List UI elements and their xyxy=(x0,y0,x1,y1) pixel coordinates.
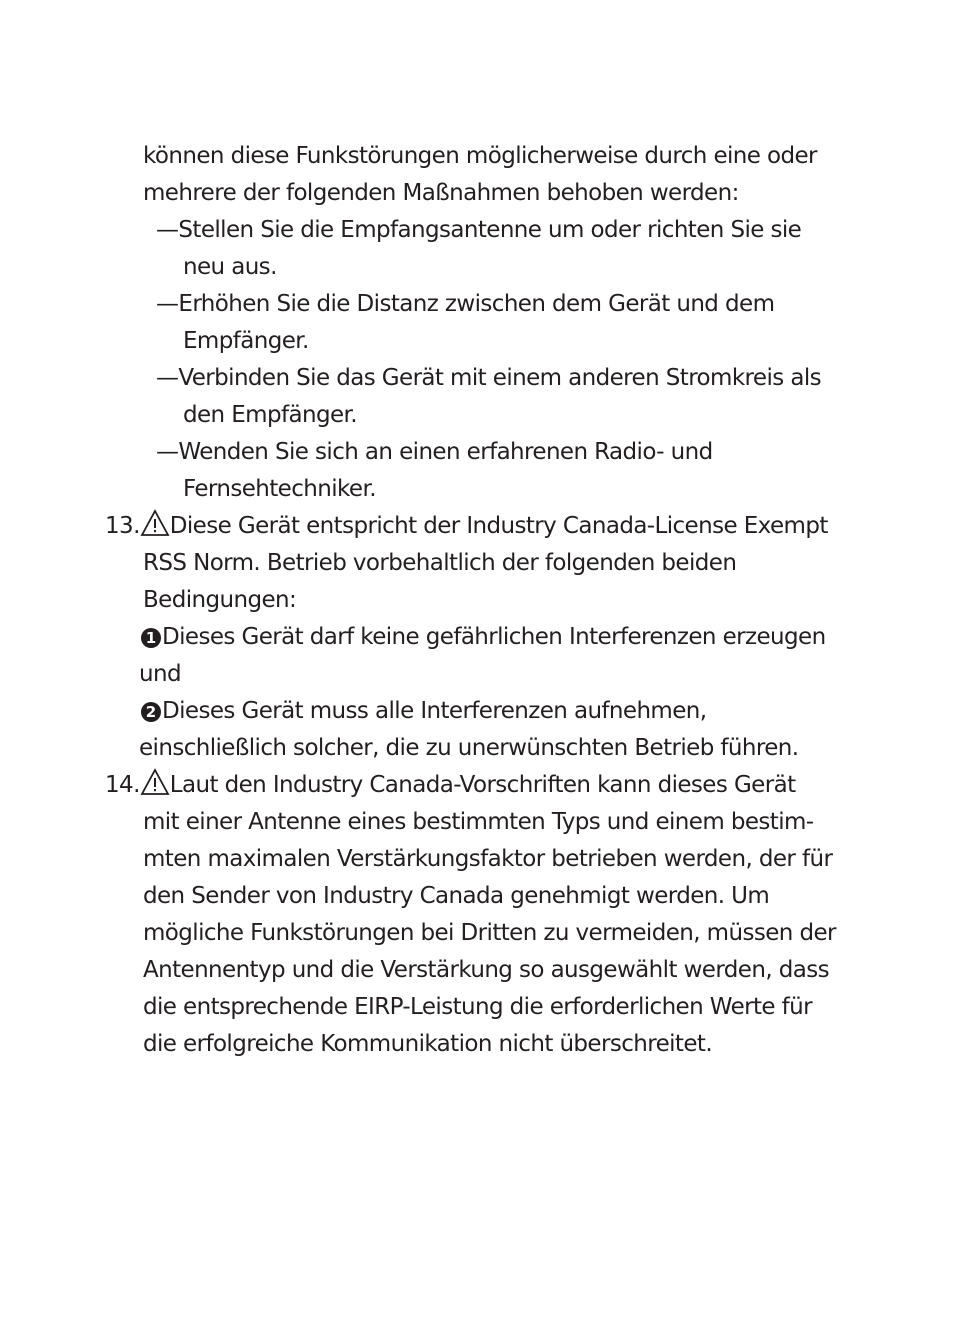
measure-continuation: neu aus. xyxy=(183,254,277,280)
item-14-line: mten maximalen Verstärkungsfaktor betrieben werden, der für xyxy=(143,846,833,872)
item-14-line: mögliche Funkstörungen bei Dritten zu vermeiden, müssen der xyxy=(143,920,836,946)
intro-line: können diese Funkstörungen möglicherweise durch eine oder xyxy=(143,143,817,169)
condition-text: Dieses Gerät darf keine gefährlichen Interferenzen erzeugen xyxy=(162,624,826,650)
measure-continuation: Empfänger. xyxy=(183,328,309,354)
condition-item xyxy=(139,693,706,730)
item-14-heading xyxy=(105,767,795,804)
item-13-line: Bedingungen: xyxy=(143,587,297,613)
measure-text: Erhöhen Sie die Distanz zwischen dem Gerät und dem xyxy=(178,291,775,317)
dash-marker: — xyxy=(156,439,179,465)
dash-marker: — xyxy=(156,217,179,243)
dash-marker: — xyxy=(156,291,179,317)
circled-number-2: 2 xyxy=(141,702,161,722)
measure-item xyxy=(156,360,821,397)
item-text: Diese Gerät entspricht der Industry Canada-License Exempt xyxy=(169,513,828,539)
measure-continuation: den Empfänger. xyxy=(183,402,357,428)
item-13-line: RSS Norm. Betrieb vorbehaltlich der folgenden beiden xyxy=(143,550,737,576)
measure-text: Wenden Sie sich an einen erfahrenen Radio- und xyxy=(178,439,713,465)
item-14-line: den Sender von Industry Canada genehmigt werden. Um xyxy=(143,883,770,909)
warning-triangle-icon xyxy=(140,768,170,796)
measure-text: Stellen Sie die Empfangsantenne um oder richten Sie sie xyxy=(178,217,802,243)
item-14-line: Antennentyp und die Verstärkung so ausgewählt werden, dass xyxy=(143,957,829,983)
measure-text: Verbinden Sie das Gerät mit einem anderen Stromkreis als xyxy=(178,365,821,391)
condition-item xyxy=(139,619,826,656)
intro-line: mehrere der folgenden Maßnahmen behoben werden: xyxy=(143,180,739,206)
item-text: Laut den Industry Canada-Vorschriften kann dieses Gerät xyxy=(169,772,796,798)
item-13-heading xyxy=(105,508,828,545)
item-14-line: die entsprechende EIRP-Leistung die erforderlichen Werte für xyxy=(143,994,813,1020)
item-number: 14. xyxy=(105,772,140,798)
circled-number-1: 1 xyxy=(141,628,161,648)
condition-continuation: und xyxy=(139,661,181,687)
condition-text: Dieses Gerät muss alle Interferenzen aufnehmen, xyxy=(162,698,707,724)
measure-item xyxy=(156,286,774,323)
condition-continuation: einschließlich solcher, die zu unerwünschten Betrieb führen. xyxy=(139,735,799,761)
item-number: 13. xyxy=(105,513,140,539)
dash-marker: — xyxy=(156,365,179,391)
warning-triangle-icon xyxy=(140,509,170,537)
measure-continuation: Fernsehtechniker. xyxy=(183,476,376,502)
item-14-line: die erfolgreiche Kommunikation nicht überschreitet. xyxy=(143,1031,713,1057)
item-14-line: mit einer Antenne eines bestimmten Typs und einem bestim- xyxy=(143,809,814,835)
measure-item xyxy=(156,434,713,471)
measure-item xyxy=(156,212,801,249)
